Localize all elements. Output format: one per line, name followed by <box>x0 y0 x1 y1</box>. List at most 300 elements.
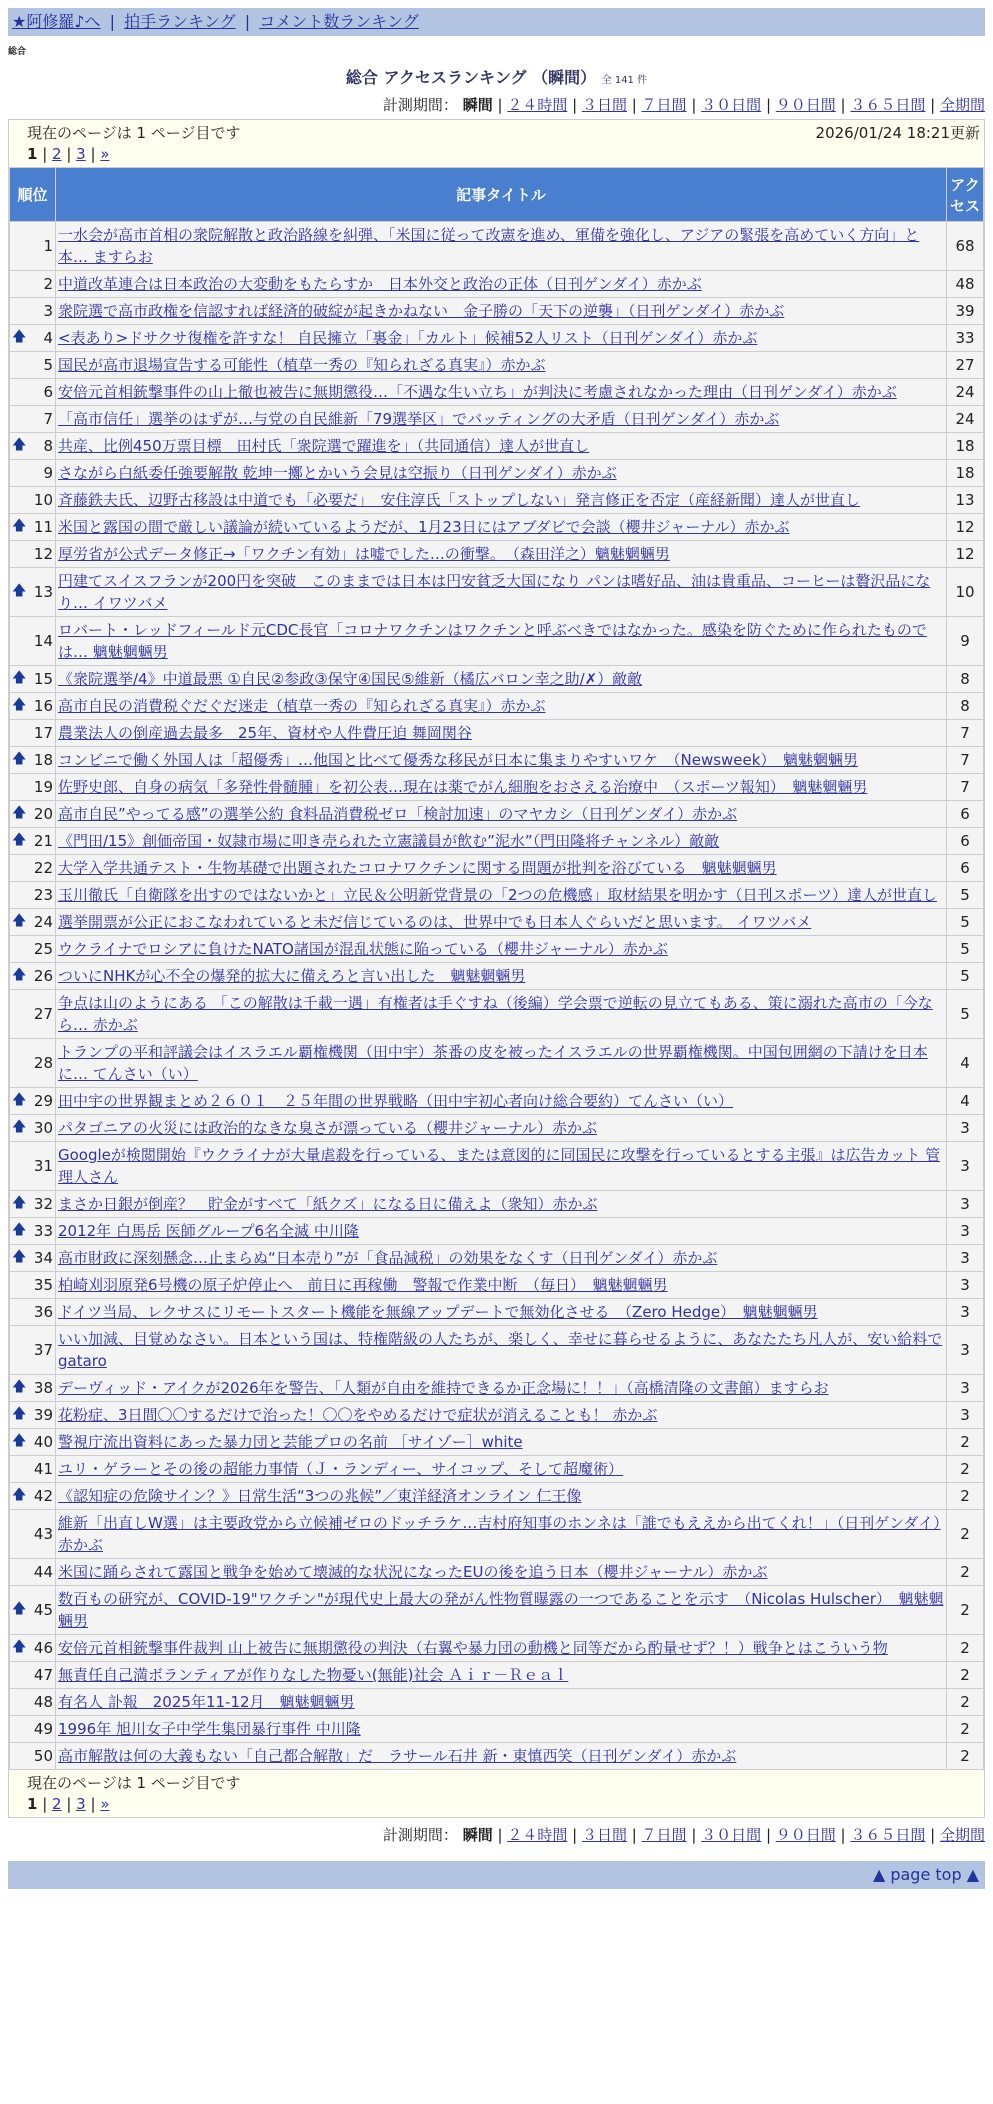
pager-link[interactable]: 2 <box>52 1795 62 1813</box>
rank-number: 39 <box>33 1406 53 1424</box>
rank-header: 順位 <box>10 168 56 222</box>
period-link[interactable]: ３日間 <box>581 1826 627 1844</box>
rank-number: 10 <box>33 491 53 509</box>
rank-number: 7 <box>43 410 53 428</box>
access-count: 7 <box>947 747 984 774</box>
rank-number: 16 <box>33 697 53 715</box>
title-cell <box>56 1662 947 1689</box>
title-cell <box>56 1326 947 1375</box>
table-row <box>10 1299 984 1326</box>
title-cell <box>56 1743 947 1770</box>
table-row <box>10 909 984 936</box>
period-link[interactable]: ２４時間 <box>507 1826 568 1844</box>
rank-number: 12 <box>33 545 53 563</box>
period-link[interactable]: ２４時間 <box>507 96 568 114</box>
article-link[interactable]: 維新「出直しW選」は主要政党から立候補ゼロのドッチラケ…吉村府知事のホンネは「誰でもええから出てくれ！」（日刊ゲンダイ）赤かぶ <box>58 1514 941 1554</box>
access-count: 5 <box>947 990 984 1039</box>
article-link[interactable]: 斉藤鉄夫氏、辺野古移設は中道でも「必要だ」 安住淳氏「ストップしない」発言修正を否定（産経新聞）達人が世直し <box>58 491 861 509</box>
title-cell <box>56 1716 947 1743</box>
rank-up-arrow-icon: 🡅 <box>12 967 27 983</box>
rank-number: 34 <box>33 1249 53 1267</box>
table-row <box>10 379 984 406</box>
article-link[interactable]: 厚労省が公式データ修正→「ワクチン有効」は嘘でした…の衝撃。 （森田洋之）魑魅魍魎男 <box>58 545 670 563</box>
rank-number: 32 <box>33 1195 53 1213</box>
ranking-total: 全 141 件 <box>601 75 648 86</box>
rank-cell <box>10 1662 56 1689</box>
title-cell <box>56 1272 947 1299</box>
title-cell <box>56 666 947 693</box>
article-link[interactable]: いい加減、目覚めなさい。日本という国は、特権階級の人たちが、楽しく、幸せに暮らせるように、あなたたち凡人が、安い給料で gataro <box>58 1330 943 1370</box>
table-row <box>10 990 984 1039</box>
rank-up-arrow-icon: 🡅 <box>12 805 27 821</box>
title-cell <box>56 855 947 882</box>
rank-cell <box>10 990 56 1039</box>
title-cell <box>56 1510 947 1559</box>
rank-cell <box>10 379 56 406</box>
category-label: 総合 <box>8 47 27 57</box>
title-cell <box>56 1039 947 1088</box>
rank-number: 41 <box>33 1460 53 1478</box>
table-row <box>10 1088 984 1115</box>
access-count: 5 <box>947 963 984 990</box>
rank-cell <box>10 1326 56 1375</box>
title-cell <box>56 882 947 909</box>
article-link[interactable]: 安倍元首相銃撃事件の山上徹也被告に無期懲役…「不遇な生い立ち」が判決に考慮されなかった理由（日刊ゲンダイ）赤かぶ <box>58 383 897 401</box>
access-count: 4 <box>947 1039 984 1088</box>
title-cell <box>56 460 947 487</box>
title-header: 記事タイトル <box>56 168 947 222</box>
table-row <box>10 1191 984 1218</box>
rank-number: 2 <box>43 275 53 293</box>
rank-cell <box>10 801 56 828</box>
article-link[interactable]: 選挙開票が公正におこなわれていると未だ信じているのは、世界中でも日本人ぐらいだと思います。 イワツバメ <box>58 913 812 931</box>
pager-top: 1 | 2 | 3 | » <box>27 145 110 163</box>
table-row <box>10 1402 984 1429</box>
article-link[interactable]: 田中宇の世界観まとめ２６０１ ２５年間の世界戦略（田中宇初心者向け総合要約）てんさい（い） <box>58 1092 734 1110</box>
title-cell <box>56 1245 947 1272</box>
article-link[interactable]: ついにNHKが心不全の爆発的拡大に備えろと言い出した 魑魅魍魎男 <box>58 967 526 985</box>
access-count: 2 <box>947 1662 984 1689</box>
article-link[interactable]: 花粉症、3日間〇〇するだけで治った！〇〇をやめるだけで症状が消えることも！ 赤かぶ <box>58 1406 658 1424</box>
article-link[interactable]: トランプの平和評議会はイスラエル覇権機関（田中宇）茶番の皮を被ったイスラエルの世界覇権機関。中国包囲網の下請けを日本に… てんさい（い） <box>58 1043 928 1083</box>
table-row <box>10 1326 984 1375</box>
access-count: 2 <box>947 1483 984 1510</box>
pager-link[interactable]: 3 <box>76 145 86 163</box>
access-count: 24 <box>947 406 984 433</box>
rank-number: 21 <box>33 832 53 850</box>
table-row <box>10 487 984 514</box>
table-row <box>10 222 984 271</box>
period-current: 瞬間 <box>462 1826 493 1844</box>
rank-number: 30 <box>33 1119 53 1137</box>
access-count: 5 <box>947 909 984 936</box>
ranking-title-text: 総合 アクセスランキング （瞬間） <box>345 68 597 87</box>
table-row <box>10 1510 984 1559</box>
article-link[interactable]: 安倍元首相銃撃事件裁判 山上被告に無期懲役の判決（右翼や暴力団の動機と同等だから酌量せず？！）戦争とはこういう物 <box>58 1639 888 1657</box>
rank-up-arrow-icon: 🡅 <box>12 1601 27 1617</box>
rank-number: 20 <box>33 805 53 823</box>
title-cell <box>56 1635 947 1662</box>
article-link[interactable]: 大学入学共通テスト・生物基礎で出題されたコロナワクチンに関する問題が批判を浴びている 魑魅魍魎男 <box>58 859 777 877</box>
title-cell <box>56 1689 947 1716</box>
rank-up-arrow-icon: 🡅 <box>12 832 27 848</box>
rank-cell <box>10 1456 56 1483</box>
article-link[interactable]: 《認知症の危険サイン？》日常生活“3つの兆候”／東洋経済オンライン 仁王像 <box>58 1487 582 1505</box>
rank-number: 17 <box>33 724 53 742</box>
rank-cell <box>10 909 56 936</box>
access-count: 9 <box>947 617 984 666</box>
article-link[interactable]: さながら白紙委任強要解散 乾坤一擲とかいう会見は空振り（日刊ゲンダイ）赤かぶ <box>58 464 617 482</box>
rank-number: 48 <box>33 1693 53 1711</box>
pager-current: 1 <box>27 1795 38 1813</box>
title-cell <box>56 514 947 541</box>
rank-up-arrow-icon: 🡅 <box>12 329 27 345</box>
article-link[interactable]: 《衆院選挙/4》中道最悪 ①自民②参政③保守④国民⑤維新（橘広バロン幸之助/✗）敵敵 <box>58 670 643 688</box>
rank-cell <box>10 1483 56 1510</box>
pager-next[interactable]: » <box>100 1795 110 1813</box>
rank-cell <box>10 1088 56 1115</box>
period-selector-bottom: 計測期間： 瞬間 | ２４時間 | ３日間 | ７日間 | ３０日間 | ９０日間 | ３６５日間 | 全期間 <box>382 1826 985 1844</box>
period-current: 瞬間 <box>462 96 493 114</box>
rank-up-arrow-icon: 🡅 <box>12 751 27 767</box>
article-link[interactable]: ウクライナでロシアに負けたNATO諸国が混乱状態に陥っている（櫻井ジャーナル）赤かぶ <box>58 940 668 958</box>
title-cell <box>56 298 947 325</box>
rank-number: 8 <box>43 437 53 455</box>
applause-ranking-link[interactable]: 拍手ランキング <box>124 12 236 31</box>
table-row <box>10 1039 984 1088</box>
access-count: 2 <box>947 1689 984 1716</box>
rank-cell <box>10 514 56 541</box>
period-link[interactable]: ７日間 <box>641 96 687 114</box>
title-cell <box>56 541 947 568</box>
access-count: 8 <box>947 666 984 693</box>
rank-number: 40 <box>33 1433 53 1451</box>
ranking-table <box>9 167 984 1770</box>
table-row <box>10 433 984 460</box>
rank-up-arrow-icon: 🡅 <box>12 697 27 713</box>
access-count: 18 <box>947 460 984 487</box>
title-cell <box>56 617 947 666</box>
rank-cell <box>10 541 56 568</box>
rank-number: 26 <box>33 967 53 985</box>
article-link[interactable]: 柏崎刈羽原発6号機の原子炉停止へ 前日に再稼働 警報で作業中断 （毎日） 魑魅魍魎男 <box>58 1276 668 1294</box>
article-link[interactable]: 玉川徹氏「自衛隊を出すのではないかと」立民＆公明新党背景の「2つの危機感」取材結果を明かす（日刊スポーツ）達人が世直し <box>58 886 937 904</box>
table-row <box>10 460 984 487</box>
article-link[interactable]: 高市解散は何の大義もない「自己都合解散」だ ラサール石井 新・東慎西笑（日刊ゲンダイ）赤かぶ <box>58 1747 737 1765</box>
article-link[interactable]: 米国に踊らされて露国と戦争を始めて壊滅的な状況になったEUの後を追う日本（櫻井ジャーナル）赤かぶ <box>58 1563 768 1581</box>
access-count: 18 <box>947 433 984 460</box>
rank-cell <box>10 1142 56 1191</box>
title-cell <box>56 774 947 801</box>
access-count: 3 <box>947 1299 984 1326</box>
title-cell <box>56 222 947 271</box>
table-row <box>10 1375 984 1402</box>
period-link[interactable]: ９０日間 <box>775 1826 836 1844</box>
table-row <box>10 801 984 828</box>
article-link[interactable]: 農業法人の倒産過去最多 25年、資材や人件費圧迫 舞岡関谷 <box>58 724 472 742</box>
periods-label: 計測期間： <box>382 96 458 114</box>
page-top-link[interactable]: ▲ page top ▲ <box>872 1865 979 1884</box>
rank-cell <box>10 325 56 352</box>
title-cell <box>56 1483 947 1510</box>
article-link[interactable]: 高市自民の消費税ぐだぐだ迷走（植草一秀の『知られざる真実』）赤かぶ <box>58 697 546 715</box>
nav-separator: | <box>109 12 116 31</box>
rank-number: 37 <box>33 1341 53 1359</box>
rank-number: 5 <box>43 356 53 374</box>
title-cell <box>56 801 947 828</box>
title-cell <box>56 1115 947 1142</box>
title-cell <box>56 379 947 406</box>
period-link[interactable]: 全期間 <box>939 1826 985 1844</box>
access-count: 3 <box>947 1191 984 1218</box>
rank-number: 22 <box>33 859 53 877</box>
title-cell <box>56 990 947 1039</box>
rank-number: 36 <box>33 1303 53 1321</box>
rank-number: 11 <box>33 518 53 536</box>
rank-cell <box>10 1272 56 1299</box>
rank-number: 49 <box>33 1720 53 1738</box>
article-link[interactable]: 一水会が高市首相の衆院解散と政治路線を糾弾、「米国に従って改憲を進め、軍備を強化し、アジアの緊張を高めていく方向」と本… ますらお <box>58 226 920 266</box>
access-count: 12 <box>947 541 984 568</box>
title-cell <box>56 1088 947 1115</box>
rank-cell <box>10 882 56 909</box>
table-row <box>10 1662 984 1689</box>
rank-cell <box>10 1218 56 1245</box>
page-status: 現在のページは 1 ページ目です <box>27 1774 241 1792</box>
rank-number: 23 <box>33 886 53 904</box>
table-row <box>10 514 984 541</box>
rank-cell <box>10 693 56 720</box>
article-link[interactable]: 衆院選で高市政権を信認すれば経済的破綻が起きかねない 金子勝の「天下の逆襲」（日刊ゲンダイ）赤かぶ <box>58 302 785 320</box>
rank-number: 14 <box>33 632 53 650</box>
table-row <box>10 963 984 990</box>
article-link[interactable]: 《門田/15》創価帝国・奴隷市場に叩き売られた立憲議員が飲む”泥水”（門田隆将チャンネル）敵敵 <box>58 832 720 850</box>
rank-cell <box>10 222 56 271</box>
title-cell <box>56 1375 947 1402</box>
rank-up-arrow-icon: 🡅 <box>12 1195 27 1211</box>
rank-up-arrow-icon: 🡅 <box>12 1379 27 1395</box>
table-row <box>10 1716 984 1743</box>
title-cell <box>56 828 947 855</box>
updated-time: 2026/01/24 18:21更新 <box>815 124 980 142</box>
access-count: 6 <box>947 828 984 855</box>
title-cell <box>56 271 947 298</box>
rank-cell <box>10 855 56 882</box>
access-count: 3 <box>947 1272 984 1299</box>
ashura-home-link[interactable]: ★阿修羅♪へ <box>12 12 101 31</box>
rank-number: 35 <box>33 1276 53 1294</box>
rank-up-arrow-icon: 🡅 <box>12 1222 27 1238</box>
access-count: 2 <box>947 1559 984 1586</box>
rank-cell <box>10 352 56 379</box>
period-link[interactable]: ３０日間 <box>701 96 762 114</box>
article-link[interactable]: 高市自民”やってる感”の選挙公約 食料品消費税ゼロ「検討加速」のマヤカシ（日刊ゲンダイ）赤かぶ <box>58 805 738 823</box>
rank-cell <box>10 666 56 693</box>
title-cell <box>56 936 947 963</box>
article-link[interactable]: 共産、比例450万票目標 田村氏「衆院選で躍進を」（共同通信）達人が世直し <box>58 437 590 455</box>
article-link[interactable]: 国民が高市退場宣告する可能性（植草一秀の『知られざる真実』）赤かぶ <box>58 356 546 374</box>
rank-number: 29 <box>33 1092 53 1110</box>
article-link[interactable]: 中道改革連合は日本政治の大変動をもたらすか 日本外交と政治の正体（日刊ゲンダイ）赤かぶ <box>58 275 702 293</box>
table-row <box>10 1218 984 1245</box>
rank-number: 44 <box>33 1563 53 1581</box>
article-link[interactable]: まさか日銀が倒産？ 貯金がすべて「紙クズ」になる日に備えよ（衆知）赤かぶ <box>58 1195 598 1213</box>
period-link[interactable]: ３６５日間 <box>850 96 926 114</box>
ranking-title <box>0 65 993 88</box>
rank-cell <box>10 1115 56 1142</box>
access-count: 24 <box>947 379 984 406</box>
table-row <box>10 617 984 666</box>
rank-number: 13 <box>33 583 53 601</box>
rank-up-arrow-icon: 🡅 <box>12 1487 27 1503</box>
title-cell <box>56 1142 947 1191</box>
period-selector-top: 計測期間： 瞬間 | ２４時間 | ３日間 | ７日間 | ３０日間 | ９０日間 | ３６５日間 | 全期間 <box>382 96 985 114</box>
rank-number: 24 <box>33 913 53 931</box>
rank-up-arrow-icon: 🡅 <box>12 1406 27 1422</box>
access-count: 3 <box>947 1326 984 1375</box>
article-link[interactable]: 警視庁流出資料にあった暴力団と芸能プロの名前 ［サイゾー］white <box>58 1433 523 1451</box>
article-link[interactable]: デーヴィッド・アイクが2026年を警告、「人類が自由を維持できるか正念場に！！」（高橋清隆の文書館）ますらお <box>58 1379 829 1397</box>
access-count: 3 <box>947 1402 984 1429</box>
table-row <box>10 1245 984 1272</box>
table-row <box>10 1115 984 1142</box>
access-count: 3 <box>947 1115 984 1142</box>
article-link[interactable]: 有名人 訃報 2025年11-12月 魑魅魍魎男 <box>58 1693 355 1711</box>
access-count: 6 <box>947 855 984 882</box>
title-cell <box>56 352 947 379</box>
rank-up-arrow-icon: 🡅 <box>12 1092 27 1108</box>
period-link[interactable]: ３６５日間 <box>850 1826 926 1844</box>
table-row <box>10 1272 984 1299</box>
pager-link[interactable]: 3 <box>76 1795 86 1813</box>
article-link[interactable]: 「高市信任」選挙のはずが…与党の自民維新「79選挙区」でバッティングの大矛盾（日刊ゲンダイ）赤かぶ <box>58 410 780 428</box>
article-link[interactable]: 1996年 旭川女子中学生集団暴行事件 中川隆 <box>58 1720 361 1738</box>
article-link[interactable]: 2012年 白馬岳 医師グループ6名全滅 中川隆 <box>58 1222 359 1240</box>
table-row <box>10 747 984 774</box>
rank-number: 47 <box>33 1666 53 1684</box>
rank-cell <box>10 1299 56 1326</box>
article-link[interactable]: 数百もの研究が、COVID-19"ワクチン"が現代史上最大の発がん性物質曝露の一つであることを示す （Nicolas Hulscher） 魑魅魍魎男 <box>58 1590 944 1630</box>
access-count: 5 <box>947 882 984 909</box>
article-link[interactable]: コンビニで働く外国人は「超優秀」…他国と比べて優秀な移民が日本に集まりやすいワケ （Newsweek） 魑魅魍魎男 <box>58 751 858 769</box>
rank-number: 46 <box>33 1639 53 1657</box>
access-count: 68 <box>947 222 984 271</box>
top-nav-bar <box>8 8 985 36</box>
table-row <box>10 352 984 379</box>
title-cell <box>56 1191 947 1218</box>
rank-cell <box>10 774 56 801</box>
table-row <box>10 855 984 882</box>
table-row <box>10 298 984 325</box>
access-count: 7 <box>947 774 984 801</box>
access-count: 39 <box>947 298 984 325</box>
article-link[interactable]: <表あり>ドサクサ復権を許すな！ 自民擁立「裏金」「カルト」候補52人リスト（日刊ゲンダイ）赤かぶ <box>58 329 758 347</box>
period-link[interactable]: ３０日間 <box>701 1826 762 1844</box>
comment-ranking-link[interactable]: コメント数ランキング <box>259 12 419 31</box>
access-count: 2 <box>947 1429 984 1456</box>
article-link[interactable]: ドイツ当局、レクサスにリモートスタート機能を無線アップデートで無効化させる （Zero Hedge） 魑魅魍魎男 <box>58 1303 818 1321</box>
rank-number: 9 <box>43 464 53 482</box>
period-link[interactable]: ７日間 <box>641 1826 687 1844</box>
rank-cell <box>10 963 56 990</box>
rank-cell <box>10 1689 56 1716</box>
rank-cell <box>10 1559 56 1586</box>
rank-cell <box>10 1191 56 1218</box>
rank-number: 42 <box>33 1487 53 1505</box>
title-cell <box>56 568 947 617</box>
table-row <box>10 666 984 693</box>
table-row <box>10 1456 984 1483</box>
article-link[interactable]: 円建てスイスフランが200円を突破 このままでは日本は円安貧乏大国になり パンは嗜好品、油は貴重品、コーヒーは贅沢品になり… イワツバメ <box>58 572 931 612</box>
article-link[interactable]: 佐野史郎、自身の病気「多発性骨髄腫」を初公表…現在は薬でがん細胞をおさえる治療中 （スポーツ報知） 魑魅魍魎男 <box>58 778 868 796</box>
rank-cell <box>10 936 56 963</box>
rank-cell <box>10 406 56 433</box>
title-cell <box>56 1559 947 1586</box>
rank-number: 25 <box>33 940 53 958</box>
bottom-bar <box>8 1861 985 1889</box>
table-row <box>10 693 984 720</box>
title-cell <box>56 909 947 936</box>
page-status: 現在のページは 1 ページ目です <box>27 124 241 142</box>
period-link[interactable]: 全期間 <box>939 96 985 114</box>
article-link[interactable]: パタゴニアの火災には政治的なきな臭さが漂っている（櫻井ジャーナル）赤かぶ <box>58 1119 597 1137</box>
table-row <box>10 568 984 617</box>
article-link[interactable]: ユリ・ゲラーとその後の超能力事情（Ｊ・ランディー、サイコップ、そして超魔術） <box>58 1460 624 1478</box>
rank-number: 3 <box>43 302 53 320</box>
article-link[interactable]: Googleが検閲開始『ウクライナが大量虐殺を行っている、または意図的に同国民に攻撃を行っているとする主張』は広告カット 管理人さん <box>58 1146 941 1186</box>
rank-cell <box>10 1429 56 1456</box>
period-link[interactable]: ３日間 <box>581 96 627 114</box>
rank-up-arrow-icon: 🡅 <box>12 1249 27 1265</box>
article-link[interactable]: 争点は山のようにある 「この解散は千載一遇」有権者は手ぐすね（後編）学会票で逆転の見立てもある、策に溺れた高市の「今なら… 赤かぶ <box>58 994 933 1034</box>
title-cell <box>56 720 947 747</box>
rank-cell <box>10 1245 56 1272</box>
table-row <box>10 774 984 801</box>
table-row <box>10 1559 984 1586</box>
table-row <box>10 1689 984 1716</box>
pager-next[interactable]: » <box>100 145 110 163</box>
access-count: 8 <box>947 693 984 720</box>
period-link[interactable]: ９０日間 <box>775 96 836 114</box>
article-link[interactable]: ロバート・レッドフィールド元CDC長官「コロナワクチンはワクチンと呼ぶべきではなかった。感染を防ぐために作られたものでは… 魑魅魍魎男 <box>58 621 927 661</box>
pager-link[interactable]: 2 <box>52 145 62 163</box>
rank-number: 31 <box>33 1157 53 1175</box>
ranking-rows <box>10 222 984 1770</box>
rank-number: 1 <box>43 237 53 255</box>
access-count: 2 <box>947 1510 984 1559</box>
article-link[interactable]: 無責任自己満ボランティアが作りなした物憂い(無能)社会 Ａｉｒ－Ｒｅａｌ <box>58 1666 569 1684</box>
rank-number: 6 <box>43 383 53 401</box>
rank-number: 38 <box>33 1379 53 1397</box>
table-row <box>10 406 984 433</box>
rank-cell <box>10 747 56 774</box>
title-cell <box>56 1218 947 1245</box>
access-count: 2 <box>947 1586 984 1635</box>
article-link[interactable]: 米国と露国の間で厳しい議論が続いているようだが、1月23日にはアブダビで会談（櫻井ジャーナル）赤かぶ <box>58 518 790 536</box>
article-link[interactable]: 高市財政に深刻懸念…止まらぬ“日本売り”が「食品減税」の効果をなくす（日刊ゲンダイ）赤かぶ <box>58 1249 718 1267</box>
access-count: 3 <box>947 1245 984 1272</box>
rank-cell <box>10 1510 56 1559</box>
table-row <box>10 1743 984 1770</box>
rank-cell <box>10 1375 56 1402</box>
rank-cell <box>10 1586 56 1635</box>
rank-number: 4 <box>43 329 53 347</box>
rank-number: 43 <box>33 1525 53 1543</box>
rank-cell <box>10 487 56 514</box>
rank-number: 45 <box>33 1601 53 1619</box>
periods-label: 計測期間： <box>382 1826 458 1844</box>
rank-number: 50 <box>33 1747 53 1765</box>
